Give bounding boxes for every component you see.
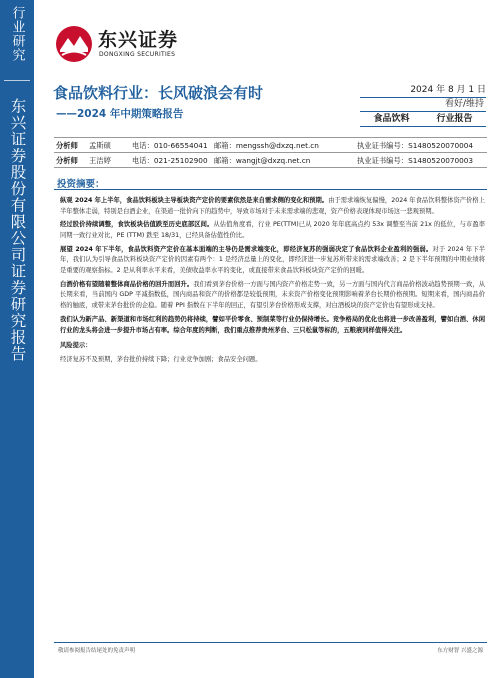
analyst-email[interactable]: 邮箱：mengssh@dxzq.net.cn — [214, 141, 319, 150]
footer-disclaimer: 敬请参阅报告结尾处的免责声明 — [58, 648, 136, 654]
meta-tags — [360, 111, 486, 127]
analyst-email[interactable]: 邮箱：wangjt@dxzq.net.cn — [214, 156, 311, 165]
paragraph-lead: 白酒价格有望随着整体商品价格的回升而回升。 — [60, 280, 194, 288]
analyst-label: 分析师 — [56, 156, 78, 165]
report-subtitle: ——2024 年中期策略报告 — [56, 108, 184, 120]
analyst-phone: 电话：010-66554041 — [132, 141, 208, 150]
sidebar — [0, 0, 34, 678]
paragraph-text: 我们看到茅台价格一方面与国内资产价格走势一致，另一方面与国内代言商品价格波动趋势预期一致，从长期来看，当前国内 GDP 平减指数低，国内商品和资产的价格都是较低预期，未来资产价格变化预期影响着茅台长期价格预期。短期来看，国内商品价格的触底，或带来茅台批价的企稳。随着 PPI 指数在下半年的回正，有望引茅台价格形成支撑，对白酒板块的资产定价也有望形成支持。 — [60, 280, 486, 310]
analyst-row — [54, 152, 487, 168]
paragraph-lead: 纵观 2024 年上半年，食品饮料板块主导板块资产定价的要素依然是来自需求侧的变化和预期。 — [60, 197, 329, 204]
paragraph-text: 从估值角度看，行业 PE(TTM)已从 2020 年年底高点约 53x 调整至当前 21x 的低位，与市盈率同期一致行业对比，PE (TTM) 跌至 18/31，已经具备估值性价比。 — [60, 221, 486, 240]
paragraph-text: 由于需求端恢复偏慢，2024 年食品饮料整体资产价格上半年整体走弱，特别是白酒企业，在渠道一批价向下的趋势中，导致市场对于未来需求端的悲观，资产价格表现体现市场这一悲观预期。 — [60, 197, 485, 215]
abstract-paragraph — [60, 315, 485, 337]
analyst-cert: 执业证书编号：S1480520070004 — [357, 141, 474, 150]
risk-text: 经济复苏不及预期，茅台批价持续下降；行业竞争加剧；食品安全问题。 — [60, 355, 262, 363]
analyst-row — [54, 137, 487, 152]
report-meta — [360, 84, 486, 127]
analyst-name: 王洁婷 — [89, 156, 111, 165]
report-date: 2024 年 8 月 1 日 — [410, 85, 486, 95]
footer-slogan: 东方财智 兴盛之源 — [437, 648, 483, 654]
logo-name-cn: 东兴证券 — [98, 29, 179, 51]
analyst-phone: 电话：021-25102900 — [132, 156, 208, 165]
abstract-heading-bar — [54, 175, 487, 190]
sector-label: 食品饮料 — [373, 114, 410, 124]
analyst-name: 孟斯硕 — [89, 141, 111, 150]
report-type-label: 行业报告 — [436, 114, 473, 124]
sidebar-divider — [4, 80, 30, 81]
sidebar-company-line: 东兴证券股份有限公司证券研究报告 — [8, 98, 27, 362]
abstract-paragraph — [60, 220, 485, 242]
paragraph-text: 对于 2024 年下半年，我们认为引导食品饮料板块资产定价的因素有两个：1 是经济总量上的变化，即经济进一步复苏所带来的需求端改善；2 是下半年预期的中期业绩将是重要的观察指标。2 是从利率水平来看，美债收益率水平的变化，或直接带来食品饮料板块资产定价的回暖。 — [60, 245, 485, 275]
report-title: 食品饮料行业：长风破浪会有时 — [53, 84, 264, 102]
analyst-label: 分析师 — [56, 141, 78, 150]
abstract-paragraph — [60, 245, 485, 277]
page-footer — [54, 642, 487, 654]
abstract-heading: 投资摘要： — [57, 179, 105, 190]
abstract-paragraph — [60, 196, 485, 218]
abstract-paragraph — [60, 280, 485, 312]
sidebar-company — [0, 98, 34, 528]
logo-mark-icon — [54, 24, 94, 64]
analyst-cert: 执业证书编号：S1480520070003 — [357, 156, 474, 165]
sidebar-category: 行业研究 — [9, 6, 25, 62]
paragraph-lead: 我们认为新产品、新渠道和市场红利的趋势仍将持续，譬如平价零食、预制菜等行业仍保持增长。竞争格局的优化也将进一步改善盈利，譬如白酒、休闲行业的龙头将会进一步提升市场占有率。综合年度的判断，我们重点推荐贵州茅台、三只松鼠等标的，五粮液同样值得关注。 — [60, 315, 485, 334]
paragraph-lead: 展望 2024 年下半年，食品饮料资产定价在基本面端的主导仍是需求端变化，即经济复苏的强弱决定了食品饮料企业盈利的强弱。 — [60, 245, 433, 253]
company-logo — [54, 24, 204, 64]
paragraph-lead: 经过股价持续调整，食饮板块估值跌至历史底部区间。 — [60, 221, 214, 229]
risk-heading: 风险提示： — [60, 342, 92, 350]
rating-badge: 看好/维持 — [360, 97, 486, 111]
analyst-table — [54, 137, 487, 168]
abstract-body — [60, 196, 485, 368]
logo-name-en: DONGXING SECURITIES — [99, 51, 176, 58]
